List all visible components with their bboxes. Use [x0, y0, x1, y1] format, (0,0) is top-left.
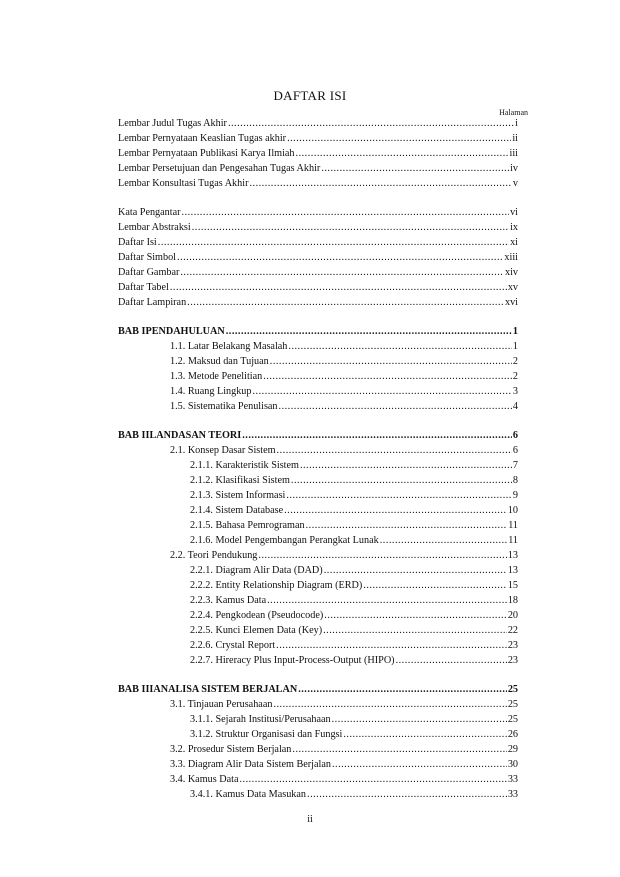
toc-entry: 2.1. Konsep Dasar Sistem ..... 6	[118, 445, 518, 460]
toc-entry: 1.2. Maksud dan Tujuan ..... 2	[118, 356, 518, 371]
toc-chapter: BAB III ANALISA SISTEM BERJALAN ..... 25	[118, 684, 518, 699]
toc-entry: 2.2.6. Crystal Report ..... 23	[118, 640, 518, 655]
toc-entry: 2.1.1. Karakteristik Sistem ..... 7	[118, 460, 518, 475]
page-number: ii	[307, 814, 313, 825]
toc-entry: 3.2. Prosedur Sistem Berjalan ..... 29	[118, 744, 518, 759]
toc-entry: Lembar Abstraksi ..... ix	[118, 222, 518, 237]
toc-entry: 3.1. Tinjauan Perusahaan ..... 25	[118, 699, 518, 714]
toc-entry: 2.1.2. Klasifikasi Sistem ..... 8	[118, 475, 518, 490]
toc-entry: 3.4.1. Kamus Data Masukan ..... 33	[118, 789, 518, 804]
toc-entry: 2.1.4. Sistem Database ..... 10	[118, 505, 518, 520]
toc-entry: 2.1.5. Bahasa Pemrograman ..... 11	[118, 520, 518, 535]
toc-entry: Daftar Simbol ..... xiii	[118, 252, 518, 267]
toc-entry: 3.1.2. Struktur Organisasi dan Fungsi ..... 26	[118, 729, 518, 744]
toc-entry: 2.2.3. Kamus Data ..... 18	[118, 595, 518, 610]
toc-entry: 1.1. Latar Belakang Masalah ..... 1	[118, 341, 518, 356]
toc-chapter: BAB II LANDASAN TEORI ..... 6	[118, 430, 518, 445]
toc-entry: Lembar Pernyataan Publikasi Karya Ilmiah ..... iii	[118, 148, 518, 163]
toc-entry: Daftar Gambar ..... xiv	[118, 267, 518, 282]
toc-entry: 2.2.5. Kunci Elemen Data (Key) ..... 22	[118, 625, 518, 640]
toc-entry: 1.3. Metode Penelitian ..... 2	[118, 371, 518, 386]
toc-entry: Kata Pengantar ..... vi	[118, 207, 518, 222]
toc-entry: 3.3. Diagram Alir Data Sistem Berjalan ..... 30	[118, 759, 518, 774]
toc-entry: 2.2.4. Pengkodean (Pseudocode) ..... 20	[118, 610, 518, 625]
toc-entry: 2.2.1. Diagram Alir Data (DAD) ..... 13	[118, 565, 518, 580]
toc-entry: Daftar Isi ..... xi	[118, 237, 518, 252]
toc-entry: 2.1.6. Model Pengembangan Perangkat Lunak ..... 11	[118, 535, 518, 550]
toc-entry: 2.2.7. Hireracy Plus Input-Process-Output (HIPO) ..... 23	[118, 655, 518, 670]
page-title: DAFTAR ISI	[273, 88, 347, 103]
toc-entry: 2.2. Teori Pendukung ..... 13	[118, 550, 518, 565]
toc-entry: 3.4. Kamus Data ..... 33	[118, 774, 518, 789]
toc-entry: 1.5. Sistematika Penulisan ..... 4	[118, 401, 518, 416]
toc-entry: Daftar Tabel ..... xv	[118, 282, 518, 297]
toc-entry: Daftar Lampiran ..... xvi	[118, 297, 518, 312]
toc-entry: 2.2.2. Entity Relationship Diagram (ERD) ..... 15	[118, 580, 518, 595]
toc-entry: Lembar Persetujuan dan Pengesahan Tugas Akhir ..... iv	[118, 163, 518, 178]
toc-entry: 2.1.3. Sistem Informasi ..... 9	[118, 490, 518, 505]
toc-entry: Lembar Pernyataan Keaslian Tugas akhir ..... ii	[118, 133, 518, 148]
halaman-label: Halaman	[499, 108, 528, 117]
toc-chapter: BAB I PENDAHULUAN ..... 1	[118, 326, 518, 341]
toc-entry: 3.1.1. Sejarah Institusi/Perusahaan ..... 25	[118, 714, 518, 729]
toc-entry: 1.4. Ruang Lingkup ..... 3	[118, 386, 518, 401]
toc-entry: Lembar Konsultasi Tugas Akhir ..... v	[118, 178, 518, 193]
toc-entry: Lembar Judul Tugas Akhir ..... i	[118, 118, 518, 133]
